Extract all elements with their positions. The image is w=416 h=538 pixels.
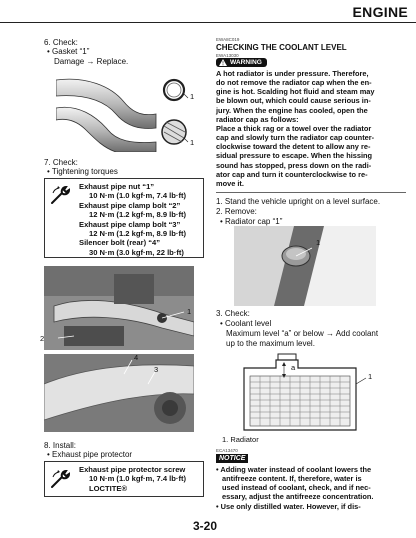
step2-label: 2. Remove: (216, 207, 257, 216)
photo1-callout-2: 2 (40, 334, 45, 343)
notice-text-block (216, 465, 373, 511)
notice-line: • Use only distilled water. However, if dis- (216, 501, 361, 511)
section-code: EWA8C019 (216, 37, 240, 42)
warning-line: clockwise toward the detent to allow any re- (216, 142, 371, 152)
step7-bullet: • Tightening torques (47, 167, 118, 176)
exhaust-gasket-figure (56, 68, 198, 152)
protector-value: 10 N·m (1.0 kgf·m, 7.4 lb·ft) (89, 474, 187, 484)
step7-label: 7. Check: (44, 158, 78, 167)
torque-value: 10 N·m (1.0 kgf·m, 7.4 lb·ft) (89, 191, 187, 201)
step8-label: 8. Install: (44, 441, 77, 450)
notice-line: antifreeze content. If, therefore, water is (222, 474, 362, 484)
section-heading: CHECKING THE COOLANT LEVEL (216, 43, 347, 52)
photo2-callout-4: 4 (134, 353, 139, 362)
torque-line: Exhaust pipe clamp bolt “3” (79, 219, 181, 229)
warning-badge (216, 58, 267, 67)
protector-line: Exhaust pipe protector screw (79, 465, 186, 474)
warning-line: sidual pressure to escape. When the hissing (216, 151, 373, 161)
warning-line: sound has stopped, press down on the radi- (216, 160, 372, 170)
step6-label: 6. Check: (44, 38, 78, 47)
step6-damage: Damage → Replace. (54, 57, 129, 66)
step2-bullet: • Radiator cap “1” (220, 217, 283, 226)
warning-triangle-icon (219, 59, 227, 66)
step3-bullet: • Coolant level (220, 319, 272, 328)
step3-line1: Maximum level “a” or below → Add coolant (226, 329, 379, 338)
warning-line: jury. When the engine has cooled, open the (216, 105, 368, 115)
warning-label: WARNING (230, 59, 262, 66)
warning-line: radiator cap as follows: (216, 114, 299, 124)
step6-bullet: • Gasket “1” (47, 47, 90, 56)
radiator-cap-photo (234, 226, 376, 306)
notice-badge: NOTICE (216, 454, 248, 463)
torque-line: Silencer bolt (rear) “4” (79, 238, 161, 248)
warning-line: do not remove the radiator cap when the en- (216, 78, 372, 88)
torque-wrench-icon (49, 469, 71, 491)
page-number: 3-20 (193, 519, 218, 533)
step1-text: 1. Stand the vehicle upright on a level surface. (216, 197, 381, 206)
warning-line: ator cap and turn it counterclockwise to re- (216, 169, 368, 179)
warning-line: be blown out, which could cause serious in- (216, 96, 371, 106)
notice-line: used instead of coolant, check, and if nec- (222, 483, 371, 493)
header-divider (0, 22, 416, 23)
warning-line: A hot radiator is under pressure. Therefore, (216, 69, 369, 78)
photo3-callout-1: 1 (316, 238, 321, 247)
tightening-torque-box (44, 178, 204, 258)
fig1-callout-bottom: 1 (190, 138, 195, 147)
warning-line: gine is hot. Scalding hot fluid and steam may (216, 87, 375, 97)
torque-value: 30 N·m (3.0 kgf·m, 22 lb·ft) (89, 247, 184, 257)
figure-legend: 1. Radiator (222, 435, 259, 444)
torque-line: Exhaust pipe clamp bolt “2” (79, 200, 181, 210)
notice-line: essary, adjust the antifreeze concentration. (222, 492, 374, 502)
torque-value: 12 N·m (1.2 kgf·m, 8.9 lb·ft) (89, 229, 187, 239)
step3-label: 3. Check: (216, 309, 250, 318)
fig1-callout-top: 1 (190, 92, 195, 101)
radiator-diagram (236, 350, 376, 432)
notice-line: • Adding water instead of coolant lowers the (216, 465, 372, 474)
warning-line: move it. (216, 178, 244, 188)
protector-loctite: LOCTITE® (89, 483, 128, 493)
diagram-callout-a: a (291, 363, 296, 372)
exhaust-clamp-photo (44, 266, 194, 350)
warning-code: EWA13030 (216, 53, 239, 58)
warning-text-block (216, 69, 375, 188)
page-section-title: ENGINE (352, 4, 408, 20)
notice-code: ECA13470 (216, 448, 238, 453)
warning-line: Place a thick rag or a towel over the radiator (216, 123, 372, 133)
torque-value: 12 N·m (1.2 kgf·m, 8.9 lb·ft) (89, 210, 187, 220)
torque-line: Exhaust pipe nut “1” (79, 182, 155, 191)
diagram-callout-1: 1 (368, 372, 373, 381)
photo2-callout-3: 3 (154, 365, 159, 374)
warning-line: cap and slowly turn the radiator cap counter- (216, 133, 375, 143)
step8-bullet: • Exhaust pipe protector (47, 450, 133, 459)
warning-divider (216, 192, 406, 193)
step3-line2: up to the maximum level. (226, 339, 315, 348)
torque-wrench-icon (49, 185, 71, 207)
photo1-callout-1: 1 (187, 307, 192, 316)
protector-torque-box (44, 461, 204, 497)
silencer-photo (44, 354, 194, 432)
